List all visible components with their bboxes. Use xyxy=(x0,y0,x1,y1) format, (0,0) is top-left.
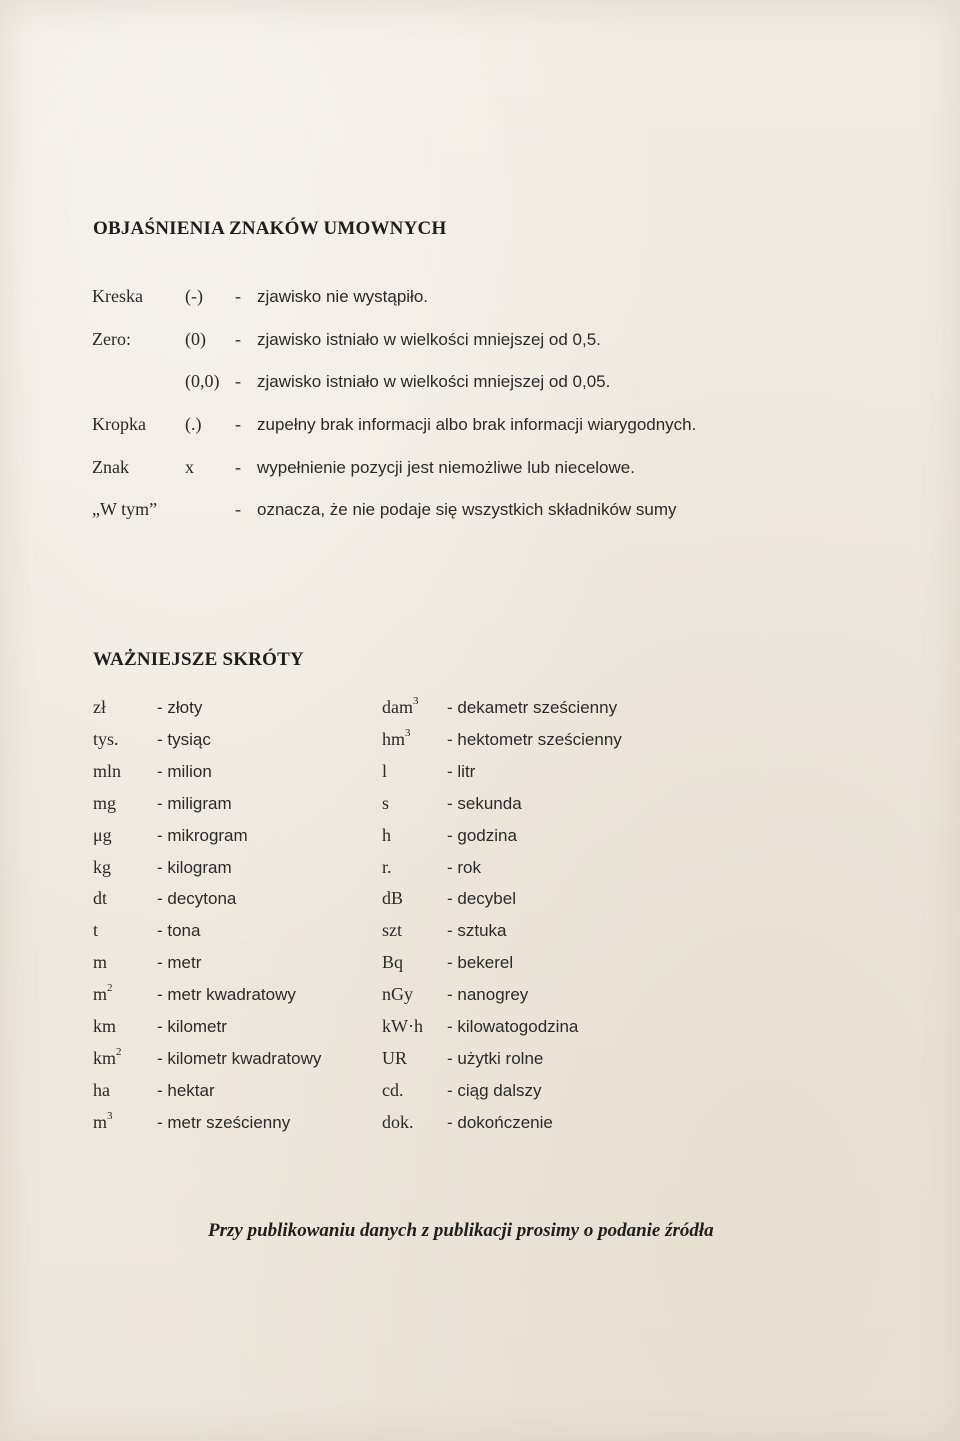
abbreviation-code xyxy=(382,1080,404,1101)
abbreviation-code xyxy=(382,825,391,846)
abbreviation-code xyxy=(93,793,116,814)
symbol-dash: - xyxy=(235,371,241,391)
abbreviation-description: - kilogram xyxy=(157,858,232,877)
abbreviation-code xyxy=(93,1048,122,1069)
abbreviation-description: - kilometr xyxy=(157,1017,227,1036)
abbreviation-code-text: dok. xyxy=(382,1112,414,1132)
abbreviation-description: - nanogrey xyxy=(447,985,529,1004)
abbreviation-code-text: m xyxy=(93,1112,108,1132)
abbreviations-heading: WAŻNIEJSZE SKRÓTY xyxy=(93,649,304,670)
abbreviation-code-text: mln xyxy=(93,761,122,781)
abbreviation-code-text: km xyxy=(93,1016,117,1036)
abbreviation-description: - użytki rolne xyxy=(447,1049,544,1068)
symbol-description: zjawisko istniało w wielkości mniejszej od 0,05. xyxy=(257,372,611,391)
abbreviation-description: - decybel xyxy=(447,889,516,908)
abbreviation-code xyxy=(93,857,111,878)
abbreviation-description: - miligram xyxy=(157,794,232,813)
abbreviation-description: - kilometr kwadratowy xyxy=(157,1049,322,1068)
abbreviation-description: - hektar xyxy=(157,1081,215,1100)
abbreviation-description: - złoty xyxy=(157,698,203,717)
symbol-label: Kropka xyxy=(92,414,146,434)
abbreviation-code-text: t xyxy=(93,920,99,940)
abbreviation-description: - tona xyxy=(157,921,201,940)
symbols-heading: OBJAŚNIENIA ZNAKÓW UMOWNYCH xyxy=(93,218,447,239)
abbreviation-code xyxy=(93,761,121,782)
abbreviation-code xyxy=(382,761,387,782)
abbreviation-code-text: l xyxy=(382,761,388,781)
abbreviation-code-text: kg xyxy=(93,857,111,877)
symbol-code: (-) xyxy=(185,286,203,306)
footer-note: Przy publikowaniu danych z publikacji prosimy o podanie źródła xyxy=(208,1220,714,1241)
abbreviation-description: - metr sześcienny xyxy=(157,1113,291,1132)
abbreviation-code xyxy=(382,729,411,750)
abbreviation-description: - bekerel xyxy=(447,953,514,972)
abbreviation-description: - sekunda xyxy=(447,794,522,813)
abbreviation-code xyxy=(93,920,98,941)
abbreviation-description: - metr kwadratowy xyxy=(157,985,296,1004)
abbreviation-code xyxy=(382,952,403,973)
symbol-label: Znak xyxy=(92,457,129,477)
abbreviation-code-text: UR xyxy=(382,1048,408,1068)
symbol-dash: - xyxy=(235,457,241,477)
abbreviation-code-text: dB xyxy=(382,888,404,908)
abbreviation-description: - metr xyxy=(157,953,202,972)
abbreviation-description: - ciąg dalszy xyxy=(447,1081,542,1100)
abbreviation-code-text: dt xyxy=(93,888,108,908)
abbreviation-code xyxy=(93,984,113,1005)
symbol-description: oznacza, że nie podaje się wszystkich składników sumy xyxy=(257,500,677,519)
symbol-code: (0) xyxy=(185,329,206,349)
abbreviation-exponent: 2 xyxy=(116,1046,122,1058)
abbreviation-description: - dekametr sześcienny xyxy=(447,698,618,717)
abbreviation-code xyxy=(382,793,389,814)
abbreviation-code xyxy=(382,697,419,718)
abbreviation-code-text: h xyxy=(382,825,391,845)
abbreviation-code xyxy=(382,920,402,941)
symbol-description: zjawisko nie wystąpiło. xyxy=(257,287,429,306)
abbreviation-code xyxy=(93,697,106,718)
symbol-dash: - xyxy=(235,414,241,434)
abbreviation-code-text: μg xyxy=(93,825,112,845)
symbol-dash: - xyxy=(235,329,241,349)
symbol-description: wypełnienie pozycji jest niemożliwe lub niecelowe. xyxy=(257,458,635,477)
abbreviation-code-text: hm xyxy=(382,729,406,749)
abbreviation-code-text: tys. xyxy=(93,729,119,749)
symbol-dash: - xyxy=(235,499,241,519)
symbol-label: „W tym” xyxy=(92,499,158,519)
abbreviation-exponent: 3 xyxy=(107,1110,113,1122)
abbreviation-code-text: kW·h xyxy=(382,1016,423,1036)
abbreviation-code-text: s xyxy=(382,793,390,813)
symbol-description: zupełny brak informacji albo brak informacji wiarygodnych. xyxy=(257,415,697,434)
abbreviation-code-text: szt xyxy=(382,920,402,940)
abbreviation-description: - litr xyxy=(447,762,476,781)
abbreviation-code-text: dam xyxy=(382,697,413,717)
abbreviation-code xyxy=(382,888,403,909)
abbreviation-code xyxy=(93,825,112,846)
symbol-dash: - xyxy=(235,286,241,306)
abbreviation-code xyxy=(93,1080,110,1101)
abbreviation-code-text: m xyxy=(93,952,108,972)
abbreviation-exponent: 3 xyxy=(413,695,419,707)
abbreviation-code-text: Bq xyxy=(382,952,404,972)
abbreviation-code-text: nGy xyxy=(382,984,413,1004)
abbreviation-description: - milion xyxy=(157,762,212,781)
abbreviation-description: - rok xyxy=(447,858,481,877)
symbol-label: Kreska xyxy=(92,286,143,306)
abbreviation-code-text: km xyxy=(93,1048,117,1068)
abbreviation-code-text: zł xyxy=(93,697,106,717)
abbreviation-code xyxy=(93,729,119,750)
abbreviation-description: - sztuka xyxy=(447,921,507,940)
abbreviation-code xyxy=(382,857,392,878)
abbreviation-code xyxy=(93,1016,116,1037)
abbreviation-description: - kilowatogodzina xyxy=(447,1017,579,1036)
abbreviation-code-text: ha xyxy=(93,1080,110,1100)
abbreviation-code-text: m xyxy=(93,984,108,1004)
symbol-code: (0,0) xyxy=(185,371,220,391)
symbol-label: Zero: xyxy=(92,329,131,349)
symbol-code: x xyxy=(185,457,194,477)
abbreviation-code xyxy=(93,888,107,909)
abbreviation-code-text: r. xyxy=(382,857,392,877)
abbreviation-code-text: cd. xyxy=(382,1080,404,1100)
abbreviation-code xyxy=(382,1112,414,1133)
abbreviation-code xyxy=(382,984,413,1005)
abbreviation-code-text: mg xyxy=(93,793,117,813)
abbreviation-code xyxy=(382,1048,407,1069)
abbreviation-description: - tysiąc xyxy=(157,730,211,749)
abbreviation-exponent: 2 xyxy=(107,982,113,994)
abbreviation-description: - mikrogram xyxy=(157,826,248,845)
abbreviation-code xyxy=(93,952,107,973)
abbreviation-code xyxy=(382,1016,423,1037)
abbreviation-description: - dokończenie xyxy=(447,1113,553,1132)
abbreviation-description: - hektometr sześcienny xyxy=(447,730,622,749)
symbol-description: zjawisko istniało w wielkości mniejszej od 0,5. xyxy=(257,330,601,349)
symbol-code: (.) xyxy=(185,414,202,434)
abbreviation-description: - godzina xyxy=(447,826,517,845)
abbreviation-code xyxy=(93,1112,113,1133)
abbreviation-description: - decytona xyxy=(157,889,237,908)
abbreviation-exponent: 3 xyxy=(405,727,411,739)
